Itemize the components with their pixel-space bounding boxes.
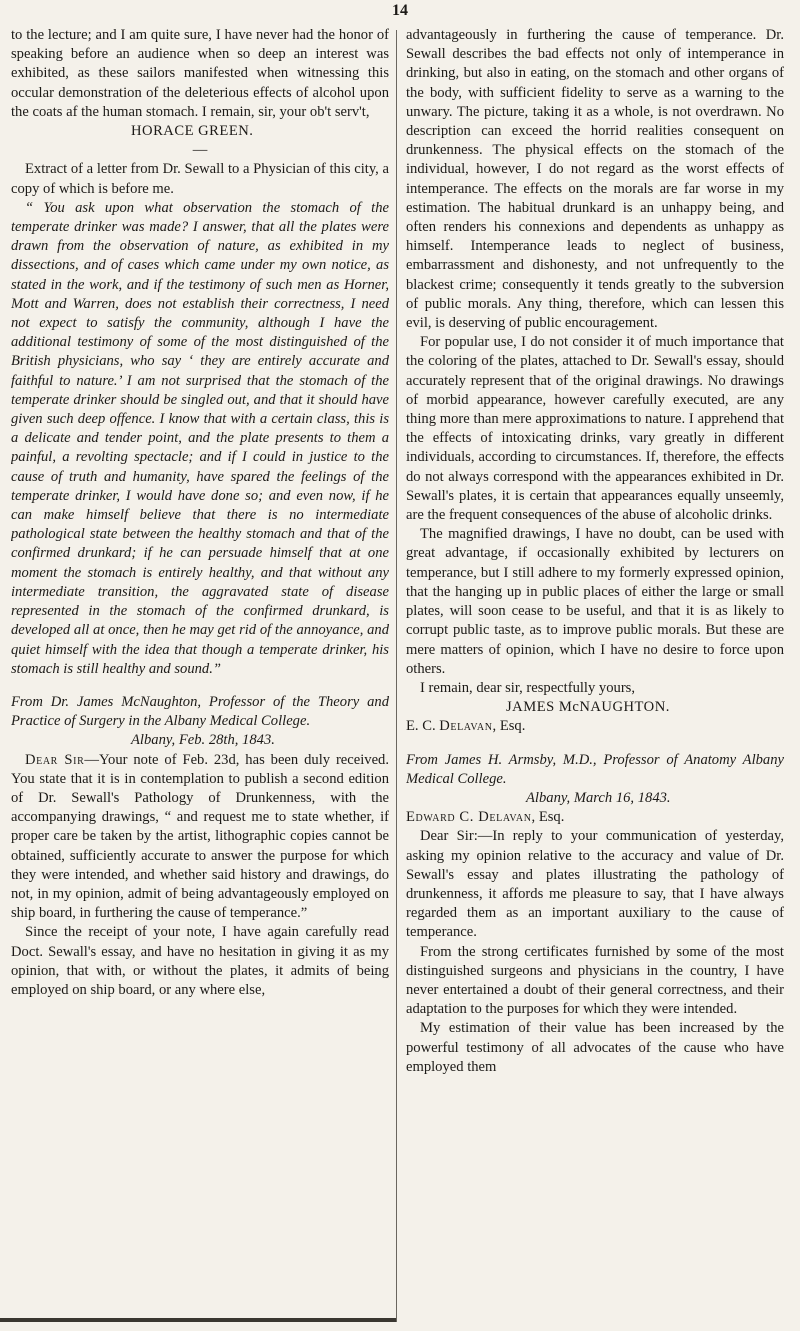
addressee-suffix: , Esq. bbox=[492, 718, 526, 735]
extract-intro: Extract of a letter from Dr. Sewall to a Physician of this city, a copy of which is before me. bbox=[11, 161, 389, 197]
armsby-heading: From James H. Armsby, M.D., Professor of Anatomy Albany Medical College. bbox=[406, 751, 784, 787]
column-rule bbox=[396, 30, 397, 1322]
letter-continuation: to the lecture; and I am quite sure, I have never had the honor of speaking before an audience when so deep an interest was exhibited, as these sailors manifested when witnessing this occular demonstration of the deleterious effects of alcohol upon the coats af the human stomach. I remain, sir, your ob't serv't, bbox=[11, 27, 389, 120]
mcnaughton-letter-p1 bbox=[11, 751, 389, 924]
mcnaughton-closing: I remain, dear sir, respectfully yours, bbox=[420, 679, 636, 696]
mcnaughton-letter-p2: Since the receipt of your note, I have again carefully read Doct. Sewall's essay, and have no hesitation in giving it as my opinion, that with, or without the plates, it admits of being employed on ship board, or any where else, bbox=[11, 924, 389, 998]
armsby-dateline: Albany, March 16, 1843. bbox=[526, 789, 671, 806]
page-number: 14 bbox=[392, 2, 408, 19]
armsby-addressee-name: Edward C. Delavan bbox=[406, 809, 532, 826]
mcnaughton-dateline: Albany, Feb. 28th, 1843. bbox=[131, 732, 275, 749]
addressee-prefix: E. C. bbox=[406, 718, 440, 735]
section-divider: — bbox=[192, 142, 208, 159]
armsby-letter-p1: Dear Sir:—In reply to your communication of yesterday, asking my opinion relative to the accuracy and value of Dr. Sewall's essay and plates illustrating the pathology of drunkenness, it affords me pleasure to say, that I have always regarded them as an important auxiliary to the cause of temperance. bbox=[406, 828, 784, 941]
addressee-name: Delavan bbox=[439, 718, 493, 735]
mcnaughton-salutation: Dear Sir bbox=[25, 751, 85, 768]
signature-mcnaughton: JAMES McNAUGHTON. bbox=[506, 699, 670, 716]
right-column bbox=[406, 26, 784, 1322]
mcnaughton-letter-p4: For popular use, I do not consider it of much importance that the coloring of the plates, attached to Dr. Sewall's essay, should accurately represent that of the original drawings. No drawings of morbid appearance, however carefully executed, are any thing more than mere approximations to nature. I apprehend that the effects of intoxicating drinks, vary greatly in different individuals, according to circumstances. If, therefore, the effects do not always correspond with the appearances exhibited in Dr. Sewall's plates, it is certain that appearances equally unseemly, are the frequent consequences of the abuse of alcoholic drinks. bbox=[406, 334, 784, 524]
mcnaughton-heading: From Dr. James McNaughton, Professor of the Theory and Practice of Surgery in the Albany Medical College. bbox=[11, 693, 389, 730]
mcnaughton-letter-p5: The magnified drawings, I have no doubt, can be used with great advantage, if occasionally exhibited by lecturers on temperance, but I still adhere to my formerly expressed opinion, that the hanging up in public places of either the large or small plates, will soon cease to be useful, and that it is as likely to corrupt public taste, as to improve public morals. But these are mere matters of opinion, which I have no desire to force upon others. bbox=[406, 526, 784, 677]
mcnaughton-body: —Your note of Feb. 23d, has been duly received. You state that it is in contemplation to publish a second edition of Dr. Sewall's Pathology of Drunkenness, with the accompanying drawings, “ and request me to state whether, if proper care be taken by the artist, lithographic copies cannot be obtained, sufficiently accurate to answer the purpose for which they were intended, and whether said history and drawings, do not, in my opinion, admit of being advantageously employed on ship board, in furthering the cause of temperance.” bbox=[11, 751, 389, 922]
armsby-letter-p3: My estimation of their value has been increased by the powerful testimony of all advocates of the cause who have employed them bbox=[406, 1020, 784, 1075]
signature-horace-green: HORACE GREEN. bbox=[131, 123, 254, 140]
addressee-delavan bbox=[406, 717, 784, 736]
armsby-addressee bbox=[406, 808, 784, 827]
armsby-addressee-suffix: , Esq. bbox=[531, 809, 565, 826]
left-column bbox=[11, 26, 389, 1322]
bottom-rule bbox=[0, 1318, 396, 1322]
mcnaughton-letter-p3: advantageously in furthering the cause of temperance. Dr. Sewall describes the bad effects not only of intemperance in drinking, but also in eating, on the stomach and other organs of the body, with sufficient fidelity to serve as a warning to the unwary. The picture, taking it as a whole, is not overdrawn. No description can exceed the horrid realities consequent on drunkenness. The physical effects on the stomach of the individual, however, I do not regard as the worst effects of intemperance. The effects on the morals are far worse in my estimation. The habitual drunkard is an unhappy being, and often renders his connexions and dependents as unhappy as himself. Intemperance leads to neglect of business, embarrassment and dishonesty, and not unfrequently to the blackest crime; consequently it tends greatly to the subversion of public morals. Any thing, therefore, which can lessen this evil, is deserving of public encouragement. bbox=[406, 27, 784, 332]
sewall-quote: “ You ask upon what observation the stomach of the temperate drinker was made? I answer, that all the plates were drawn from the observation of nature, as exhibited in my dissections, and of cases which came under my own notice, as stated in the work, and if the testimony of such men as Horner, Mott and Warren, does not establish their correctness, I need not expect to satisfy the community, although I have the additional testimony of some of the most distinguished of the British physicians, who say ‘ they are entirely accurate and faithful to nature.’ I am not surprised that the stomach of the temperate drinker should be singled out, and that it should have given such deep offence. I know that with a certain class, this is a delicate and tender point, and the plate presents to them a painful, a revolting spectacle; and if I could in justice to the cause of truth and humanity, have spared the feelings of the temperate drinker, I would have done so; and even now, if he can make himself believe that there is no intermediate pathological state between the healthy stomach and that of the confirmed drunkard; if he can persuade himself that at one moment the stomach is entirely healthy, and that without any intermediate transition, the aggravated state of disease represented in the stomach of the confirmed drunkard, is developed all at once, then he may get rid of the annoyance, and quiet himself with the idea that though a temperate drinker, his stomach is still healthy and sound.” bbox=[11, 199, 389, 677]
armsby-letter-p2: From the strong certificates furnished by some of the most distinguished surgeons and physicians in the country, I have never entertained a doubt of their general correctness, and their adaptation to the purposes for which they were intended. bbox=[406, 943, 784, 1018]
